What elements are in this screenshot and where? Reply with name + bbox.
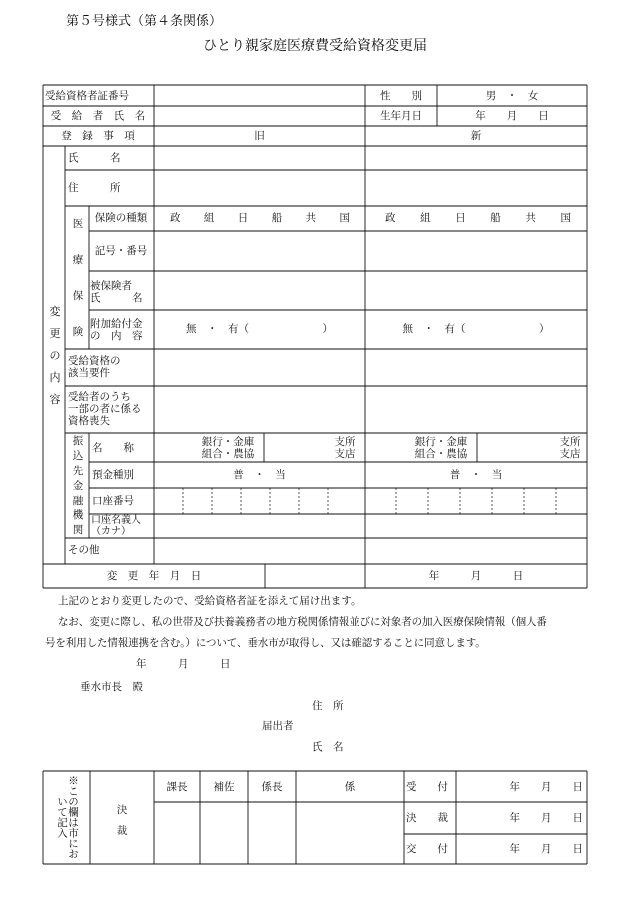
consent-line1: なお、変更に際し、私の世帯及び扶養義務者の地方税関係情報並びに対象者の加入医療保険情報（個人番 [58, 616, 547, 628]
approved-date[interactable]: 年 月 日 [509, 811, 583, 824]
bank-label-char: 振 [72, 435, 84, 448]
statement-line1: 上記のとおり変更したので、受給資格者証を添えて届け出ます。 [58, 595, 362, 607]
issued-label: 交 付 [406, 842, 448, 855]
recipient-name-field[interactable] [154, 106, 365, 126]
bank-name-label: 名 称 [92, 441, 134, 454]
insurance-choice-1[interactable]: 組 [420, 212, 431, 225]
change-contents-label [45, 300, 65, 410]
insurance-choice-5[interactable]: 国 [339, 212, 350, 225]
applicant-address-label: 住 所 [312, 700, 344, 712]
account-number-label: 口座番号 [92, 494, 134, 507]
approval-label-char: 裁 [116, 825, 128, 838]
insurance-choice-0[interactable]: 政 [385, 212, 396, 225]
extra-benefit-new[interactable]: 無 ・ 有（ ） [402, 322, 550, 335]
registration-items-header: 登 録 事 項 [61, 129, 135, 142]
branch-old-type[interactable] [330, 434, 360, 462]
new-column-header: 新 [470, 129, 482, 142]
loss-line3: 資格喪失 [68, 415, 110, 428]
bank-new-type[interactable] [405, 434, 477, 462]
medical-label-char: 険 [72, 325, 84, 338]
role-subsection-chief: 係長 [261, 780, 283, 793]
branch-new-type[interactable] [555, 434, 585, 462]
change-label-char: 更 [49, 326, 61, 340]
bank-new-l1: 銀行・金庫 [414, 435, 468, 448]
medical-label-char: 保 [72, 289, 84, 302]
change-label-char: 変 [49, 304, 61, 318]
deposit-type-label: 預金種別 [92, 468, 134, 481]
role-section-chief: 課長 [166, 780, 188, 793]
insurance-choice-4[interactable]: 共 [525, 212, 536, 225]
page-title: ひとり親家庭医療費受給資格変更届 [203, 37, 427, 54]
change-label-char: の [49, 348, 61, 362]
approval-label-char: 決 [116, 804, 128, 817]
insurance-choice-0[interactable]: 政 [170, 212, 181, 225]
birthdate-label: 生年月日 [380, 109, 422, 122]
partial-loss-label [68, 386, 154, 432]
role-assistant: 補佐 [213, 780, 235, 793]
received-label: 受 付 [406, 780, 448, 793]
bank-old-l2: 組合・農協 [201, 448, 255, 460]
insurance-choice-2[interactable]: 日 [237, 212, 249, 225]
insurance-choice-2[interactable]: 日 [455, 212, 466, 225]
loss-line2: 一部の者に係る [68, 402, 142, 415]
applicant-label: 届出者 [262, 720, 294, 732]
form-number: 第５号様式（第４条関係） [66, 14, 223, 29]
stamp-assistant[interactable] [200, 802, 248, 864]
branch-old-l1: 支所 [334, 435, 356, 448]
extra-label-line2: の 内 容 [90, 330, 143, 342]
medical-label-char: 医 [72, 217, 84, 230]
insurance-type-old[interactable] [170, 206, 350, 231]
bank-label-char: 先 [72, 464, 84, 477]
branch-old-l2: 支店 [334, 448, 356, 460]
bank-new-l2: 組合・農協 [414, 448, 468, 460]
cert-number-field[interactable] [154, 86, 365, 106]
change-date-field[interactable]: 年 月 日 [428, 569, 524, 582]
insurance-choice-1[interactable]: 組 [203, 212, 215, 225]
holder-line1: 口座名義人 [91, 514, 141, 526]
bank-label [67, 434, 89, 538]
office-use-note: ※この欄は市において記入 [56, 775, 80, 859]
addressee: 垂水市長 殿 [80, 681, 143, 693]
insurance-choice-5[interactable]: 国 [560, 212, 571, 225]
requirement-label [68, 349, 154, 385]
loss-line1: 受給者のうち [68, 390, 131, 403]
deposit-type-new[interactable]: 普 ・ 当 [449, 468, 503, 481]
change-label-char: 内 [49, 370, 61, 384]
medical-label-char: 療 [72, 253, 84, 266]
extra-benefit-label [90, 312, 154, 348]
role-staff: 係 [344, 780, 356, 793]
insurance-choice-3[interactable]: 船 [490, 212, 501, 225]
bank-old-l1: 銀行・金庫 [201, 435, 255, 448]
consent-line2: 号を利用した情報連携を含む。）について、垂水市が取得し、又は確認することに同意します。 [45, 637, 486, 649]
sex-field[interactable]: 男 ・ 女 [485, 89, 539, 102]
old-column-header: 旧 [254, 129, 265, 142]
bank-label-char: 融 [72, 494, 84, 507]
branch-new-l1: 支所 [559, 435, 581, 448]
extra-label-line1: 附加給付金 [90, 317, 143, 330]
bank-old-type[interactable] [192, 434, 264, 462]
address-row-label: 住 所 [68, 181, 121, 194]
approval-label [112, 800, 132, 842]
insurance-choice-4[interactable]: 共 [305, 212, 317, 225]
account-holder-label [91, 514, 153, 538]
approved-label: 決 裁 [406, 811, 448, 824]
insured-label-line1: 被保険者 [90, 279, 132, 292]
insured-name-label [90, 274, 154, 310]
account-number-new[interactable] [365, 488, 587, 514]
birthdate-field[interactable]: 年 月 日 [475, 109, 549, 122]
stamp-staff[interactable] [296, 802, 404, 864]
change-label-char: 容 [49, 392, 61, 406]
stamp-subsection-chief[interactable] [248, 802, 296, 864]
holder-line2: （カナ） [91, 526, 131, 537]
issued-date[interactable]: 年 月 日 [509, 842, 583, 855]
applicant-name-label: 氏 名 [312, 741, 344, 753]
req-line1: 受給資格の [68, 354, 121, 367]
stamp-section-chief[interactable] [154, 802, 200, 864]
bank-label-char: 機 [72, 509, 84, 522]
bank-label-char: 込 [72, 450, 84, 463]
sex-label: 性 別 [380, 89, 422, 102]
bank-label-char: 関 [72, 524, 84, 537]
req-line2: 該当要件 [68, 367, 110, 379]
other-label: その他 [68, 543, 100, 556]
deposit-type-old[interactable]: 普 ・ 当 [233, 468, 286, 481]
submission-date[interactable]: 年 月 日 [136, 658, 231, 670]
cert-number-label: 受給資格者証番号 [45, 89, 129, 102]
change-date-label: 変 更 年 月 日 [106, 569, 202, 582]
account-number-old[interactable] [154, 488, 365, 514]
name-row-label: 氏 名 [68, 151, 121, 164]
recipient-name-label: 受 給 者 氏 名 [50, 109, 146, 122]
insured-label-line2: 氏 名 [90, 292, 143, 304]
branch-new-l2: 支店 [559, 448, 581, 460]
received-date[interactable]: 年 月 日 [509, 780, 583, 793]
insurance-choice-3[interactable]: 船 [271, 212, 283, 225]
insurance-type-label: 保険の種類 [94, 212, 148, 225]
insurance-type-new[interactable] [385, 206, 571, 231]
symbol-number-label: 記号・番号 [94, 244, 148, 257]
extra-benefit-old[interactable]: 無 ・ 有（ ） [186, 322, 333, 335]
medical-insurance-label [67, 206, 89, 350]
bank-label-char: 金 [72, 479, 84, 492]
